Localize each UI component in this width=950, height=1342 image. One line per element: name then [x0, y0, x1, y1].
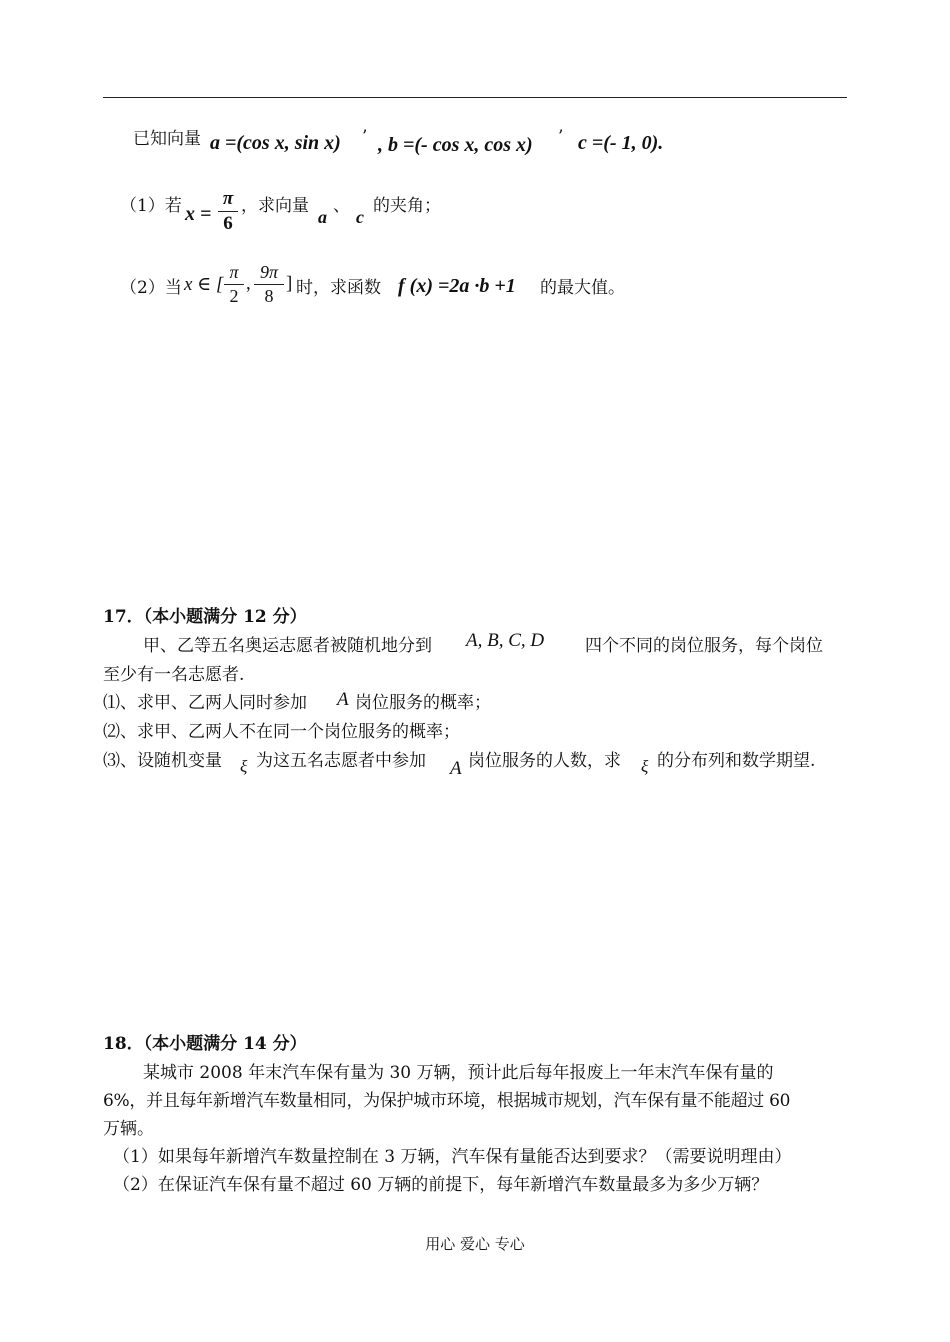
q16-part1-a: a [318, 207, 327, 227]
q17-item3-a: ⑶、设随机变量 [103, 751, 222, 771]
fraction-numerator: π [229, 262, 239, 282]
q16-part1-x: x = [185, 203, 212, 225]
header-rule [103, 97, 847, 98]
q18-part2: （2）在保证汽车保有量不超过 60 万辆的前提下，每年新增汽车数量最多为多少万辆？ [113, 1175, 769, 1195]
separator-2: ’ [558, 127, 564, 147]
q16-part2-mid: 时，求函数 [296, 278, 381, 298]
q17-item2: ⑵、求甲、乙两人不在同一个岗位服务的概率； [103, 722, 460, 742]
q17-line2: 至少有一名志愿者. [103, 665, 245, 685]
q17-item3-c: 岗位服务的人数，求 [468, 751, 621, 771]
q17-item3-xi-2: ξ [641, 757, 649, 776]
q16-part2-comma: , [246, 273, 251, 294]
q16-part2-interval-close: ] [286, 273, 293, 294]
q18-part1: （1）如果每年新增汽车数量控制在 3 万辆，汽车保有量能否达到要求？（需要说明理由） [113, 1147, 792, 1167]
q17-item3-A: A [450, 758, 462, 779]
vector-b: , b =(- cos x, cos x) [378, 134, 533, 156]
fraction-denominator: 2 [229, 286, 239, 306]
q18-line3: 万辆。 [103, 1119, 154, 1139]
q17-item1-A: A [337, 689, 349, 710]
q17-item1-a: ⑴、求甲、乙两人同时参加 [103, 693, 307, 713]
q17-position-set: A, B, C, D [466, 630, 545, 651]
fraction-denominator: 6 [223, 213, 233, 234]
q16-part1-dun: 、 [333, 196, 350, 216]
vector-c: c =(- 1, 0). [578, 132, 664, 154]
q16-part2-fraction-2 [254, 262, 284, 307]
q17-heading: 17．（本小题满分 12 分） [103, 607, 307, 627]
q17-item1-b: 岗位服务的概率； [355, 693, 491, 713]
q16-part1-suffix: 的夹角； [373, 196, 441, 216]
q17-item3-xi: ξ [240, 757, 248, 776]
q17-item3-b: 为这五名志愿者中参加 [256, 751, 426, 771]
fraction-denominator: 8 [264, 286, 274, 306]
q17-line1-b: 四个不同的岗位服务，每个岗位 [585, 636, 823, 656]
fraction-numerator: 9π [259, 262, 279, 282]
q16-part1-prefix: （1）若 [120, 196, 182, 216]
q18-heading: 18．（本小题满分 14 分） [103, 1034, 307, 1054]
q17-line1-a: 甲、乙等五名奥运志愿者被随机地分到 [143, 636, 432, 656]
q16-part2-prefix: （2）当 [120, 278, 182, 298]
page-footer: 用心 爱心 专心 [425, 1235, 525, 1253]
q18-line1: 某城市 2008 年末汽车保有量为 30 万辆，预计此后每年报废上一年末汽车保有量的 [143, 1063, 774, 1083]
separator-1: ’ [362, 127, 368, 147]
q16-part2-function: f (x) =2a ·b +1 [398, 275, 516, 297]
q18-line2: 6%，并且每年新增汽车数量相同，为保护城市环境，根据城市规划，汽车保有量不能超过 60 [103, 1091, 791, 1111]
q16-part2-suffix: 的最大值。 [540, 278, 625, 298]
q17-item3-d: 的分布列和数学期望. [657, 751, 816, 771]
q16-part1-c: c [356, 207, 364, 227]
fraction-numerator: π [222, 188, 234, 209]
vector-a: a =(cos x, sin x) [210, 132, 341, 154]
q16-part1-mid: ，求向量 [241, 196, 309, 216]
q16-intro: 已知向量 [133, 129, 201, 149]
q16-part1-fraction [218, 188, 238, 235]
q16-part2-interval-open: x ∈ [ [184, 274, 224, 295]
q16-part2-fraction-1 [224, 262, 244, 307]
